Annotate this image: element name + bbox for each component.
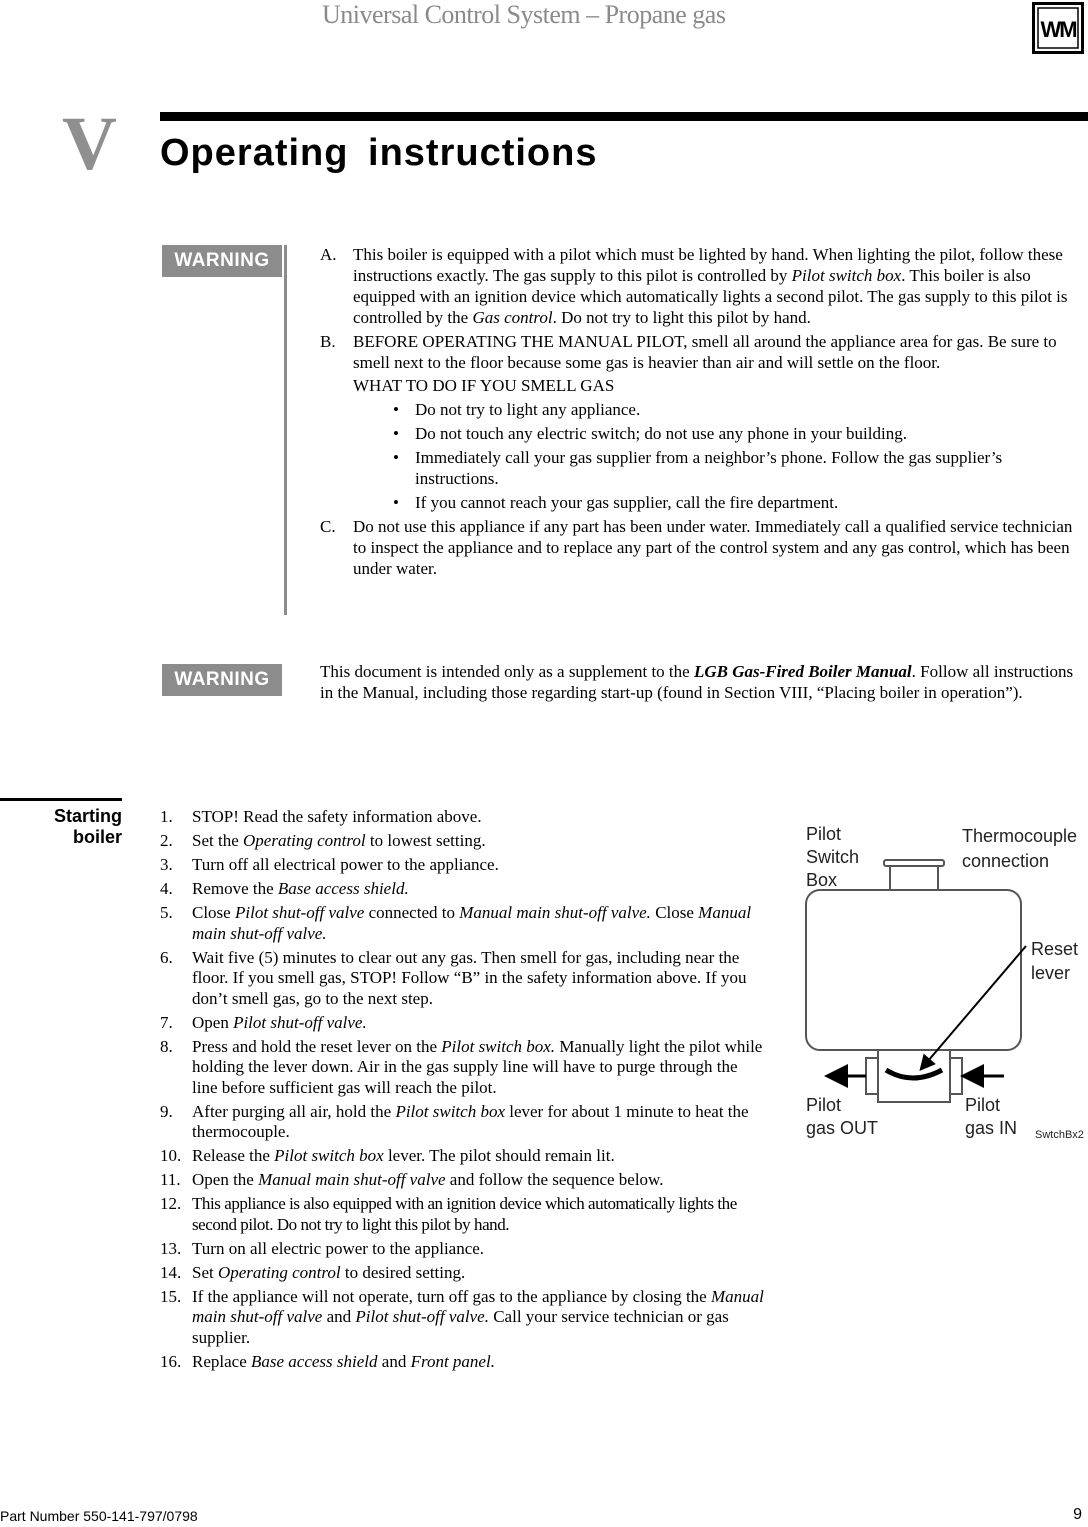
warning-item-text	[353, 332, 1057, 372]
label-gas-out-1: Pilot	[806, 1095, 842, 1115]
text-segment: Open the	[192, 1170, 259, 1189]
step-number: 2.	[160, 831, 173, 850]
warning-item-letter: C.	[320, 517, 336, 536]
text-segment: Manual main shut-off valve.	[192, 903, 752, 943]
pilot-switch-box-diagram	[800, 820, 1088, 1150]
label-reset-lever-2: lever	[1031, 963, 1071, 983]
text-segment: This appliance is also equipped with an ignition device which automatically lights the second pilot. Do not try to light this pilot by hand.	[192, 1194, 737, 1234]
section-rule	[160, 112, 1088, 121]
label-pilot-switch-box-1: Pilot	[806, 824, 842, 844]
bullet-item: • If you cannot reach your gas supplier, call the fire department.	[393, 493, 839, 512]
text-segment: Manual main shut-off valve	[258, 1170, 446, 1189]
text-segment: Close	[650, 903, 699, 922]
step-item	[160, 1013, 766, 1034]
warning-item-text	[353, 245, 1068, 327]
label-gas-out-2: gas OUT	[806, 1118, 879, 1138]
text-segment: Wait five (5) minutes to clear out any gas. Then smell for gas, including near the floor. If you smell gas, STOP! Follow “B” in the safety information above. If you don’t smell gas, go to the next step.	[192, 947, 747, 1008]
text-segment: This boiler is equipped with a pilot which must be lighted by hand. When lighting the pilot, follow these instructions exactly. The gas supply to this pilot is controlled by	[353, 245, 1063, 285]
step-number: 3.	[160, 855, 173, 874]
logo-text: WM	[1040, 17, 1076, 42]
step-number: 16.	[160, 1351, 182, 1371]
step-item	[160, 1102, 766, 1143]
text-segment: LGB Gas-Fired Boiler Manual	[693, 662, 912, 681]
warning-item-text	[353, 517, 1072, 578]
text-segment: Set	[192, 1262, 218, 1282]
text-segment: Pilot shut-off valve	[234, 903, 365, 922]
right-port	[950, 1058, 962, 1094]
text-segment: Remove the	[192, 879, 278, 898]
text-segment: lever. The pilot should remain lit.	[383, 1146, 615, 1165]
step-text	[192, 1352, 495, 1371]
text-segment: Replace	[192, 1351, 251, 1371]
step-item	[160, 831, 766, 852]
text-segment: Pilot switch box	[395, 1101, 505, 1121]
bullet-icon: •	[393, 448, 399, 467]
footer-part-number: Part Number 550-141-797/0798	[0, 1508, 198, 1524]
step-number: 6.	[160, 947, 173, 967]
warning-item-b	[320, 331, 1086, 513]
bullet-icon: •	[393, 424, 399, 443]
step-number: 5.	[160, 903, 173, 922]
step-item	[160, 879, 766, 900]
step-number: 11.	[160, 1170, 181, 1189]
label-pilot-switch-box-2: Switch	[806, 847, 860, 867]
step-text	[192, 1146, 615, 1165]
text-segment: Manually light the pilot while holding the lever down. Air in the gas supply line will have to purge through the line before sufficient gas will reach the pilot.	[192, 1036, 763, 1097]
text-segment: Do not use this appliance if any part has been under water. Immediately call a qualified service technician to inspect the appliance and to replace any part of the control system and any gas control, which has been under water.	[353, 517, 1073, 578]
text-segment: If the appliance will not operate, turn off gas to the appliance by closing the	[192, 1286, 711, 1306]
label-pilot-switch-box-3: Box	[806, 870, 838, 890]
step-number: 9.	[160, 1101, 173, 1121]
step-text	[192, 1037, 762, 1097]
step-number: 8.	[160, 1036, 173, 1056]
step-item	[160, 1146, 766, 1167]
text-segment: Press and hold the reset lever on the	[192, 1036, 442, 1056]
warning-1-body	[320, 244, 1086, 582]
text-segment: Pilot shut-off valve.	[233, 1012, 367, 1032]
text-segment: Release the	[192, 1146, 275, 1165]
text-segment: Turn on all electric power to the appliance.	[192, 1238, 485, 1258]
text-segment: connected to	[364, 903, 460, 922]
step-item	[160, 807, 766, 828]
step-text	[192, 807, 482, 826]
text-segment: BEFORE OPERATING THE MANUAL PILOT, smell all around the appliance area for gas. Be sure to smell next to the floor because some gas is heavier than air and will settle on the floor.	[353, 332, 1057, 372]
step-text	[192, 903, 751, 943]
step-text	[192, 1239, 484, 1258]
warning-item-a	[320, 244, 1086, 328]
step-number: 14.	[160, 1262, 182, 1282]
text-segment: Turn off all electrical power to the appliance.	[192, 855, 499, 874]
text-segment: Base access shield.	[277, 879, 409, 898]
step-item	[160, 855, 766, 876]
text-segment: This document is intended only as a supplement to the	[320, 662, 694, 681]
text-segment: and	[377, 1351, 411, 1371]
step-item	[160, 1239, 766, 1260]
bullet-icon: •	[393, 493, 399, 512]
text-segment: . Follow all instructions in the Manual, including those regarding start-up (found in Section VIII, “Placing boiler in operation”).	[320, 662, 1074, 702]
step-text	[192, 855, 499, 874]
step-item	[160, 1263, 766, 1284]
text-segment: Operating control	[217, 1262, 341, 1282]
weil-mclain-logo	[1032, 2, 1084, 54]
label-gas-in-2: gas IN	[965, 1118, 1018, 1138]
step-item	[160, 1352, 766, 1373]
label-thermocouple-1: Thermocouple	[962, 826, 1078, 846]
bullet-icon: •	[393, 400, 399, 419]
switch-box-body	[806, 890, 1021, 1050]
text-segment: Pilot shut-off valve.	[355, 1307, 489, 1326]
step-number: 12.	[160, 1194, 182, 1213]
bullet-item: • Do not touch any electric switch; do not use any phone in your building.	[393, 424, 907, 443]
bullet-item: • Immediately call your gas supplier from a neighbor’s phone. Follow the gas supplier’s instructions.	[393, 448, 1003, 488]
label-gas-in-1: Pilot	[965, 1095, 1001, 1115]
text-segment: Set the	[192, 831, 243, 850]
step-item	[160, 1170, 766, 1191]
text-segment: Pilot switch box	[791, 266, 902, 285]
step-item	[160, 1287, 766, 1349]
step-text	[192, 1287, 764, 1347]
warning-2-body	[320, 661, 1086, 703]
text-segment: and follow the sequence below.	[445, 1170, 664, 1189]
starting-boiler-heading: Starting boiler	[53, 806, 122, 847]
footer-page-number: 9	[1073, 1506, 1082, 1523]
text-segment: Front panel.	[410, 1351, 495, 1371]
text-segment: After purging all air, hold the	[192, 1101, 396, 1121]
warning-item-letter: B.	[320, 332, 336, 351]
text-segment: to desired setting.	[340, 1262, 466, 1282]
text-segment: STOP! Read the safety information above.	[192, 807, 482, 826]
starting-boiler-rule	[0, 798, 122, 801]
text-segment: Operating control	[243, 831, 366, 850]
step-item	[160, 1194, 766, 1235]
warning-side-bar	[284, 245, 287, 615]
thermocouple-cap	[884, 860, 944, 866]
text-segment: lever for about 1 minute to heat the thermocouple.	[192, 1101, 749, 1141]
text-segment: . This boiler is also equipped with an ignition device which automatically lights a second pilot. The gas supply to this pilot is controlled by the	[353, 266, 1068, 327]
text-segment: Call your service technician or gas supplier.	[192, 1307, 729, 1347]
step-number: 15.	[160, 1286, 182, 1306]
figure-id: SwtchBx2	[1035, 1129, 1084, 1141]
left-port	[866, 1058, 878, 1094]
starting-steps-list	[160, 807, 766, 1376]
step-item	[160, 1037, 766, 1099]
warning-badge-1: WARNING	[162, 245, 282, 277]
smell-gas-bullets	[353, 399, 1086, 513]
step-text	[192, 831, 486, 850]
text-segment: Base access shield	[251, 1351, 378, 1371]
bullet-item: • Do not try to light any appliance.	[393, 400, 641, 419]
text-segment: Close	[192, 903, 235, 922]
step-text	[192, 1102, 749, 1142]
label-thermocouple-2: connection	[962, 851, 1050, 871]
step-number: 7.	[160, 1012, 173, 1032]
step-text	[192, 879, 409, 898]
label-reset-lever-1: Reset	[1031, 939, 1079, 959]
step-number: 13.	[160, 1238, 182, 1258]
step-item	[160, 948, 766, 1010]
text-segment: Pilot switch box	[274, 1146, 384, 1165]
step-number: 4.	[160, 879, 173, 898]
smell-gas-subheading: WHAT TO DO IF YOU SMELL GAS	[353, 376, 615, 395]
warning-item-letter: A.	[320, 245, 337, 264]
step-text	[192, 1013, 367, 1032]
warning-badge-2: WARNING	[162, 664, 282, 696]
section-title: Operating instructions	[160, 132, 598, 174]
step-number: 10.	[160, 1146, 182, 1165]
step-text	[192, 1263, 465, 1282]
text-segment: and	[322, 1307, 356, 1326]
text-segment: Manual main shut-off valve	[192, 1286, 764, 1326]
step-text	[192, 948, 746, 1008]
section-letter: V	[62, 102, 117, 186]
step-number: 1.	[160, 807, 173, 826]
text-segment: Gas control	[472, 308, 553, 327]
running-header: Universal Control System – Propane gas	[322, 0, 726, 29]
text-segment: to lowest setting.	[365, 831, 486, 850]
text-segment: Pilot switch box.	[441, 1036, 556, 1056]
text-segment: . Do not try to light this pilot by hand.	[552, 308, 811, 327]
step-item	[160, 903, 766, 944]
text-segment: Open	[192, 1012, 234, 1032]
step-text	[192, 1170, 663, 1189]
warning-item-c	[320, 516, 1086, 579]
step-text	[192, 1194, 737, 1234]
text-segment: Manual main shut-off valve.	[459, 903, 651, 922]
